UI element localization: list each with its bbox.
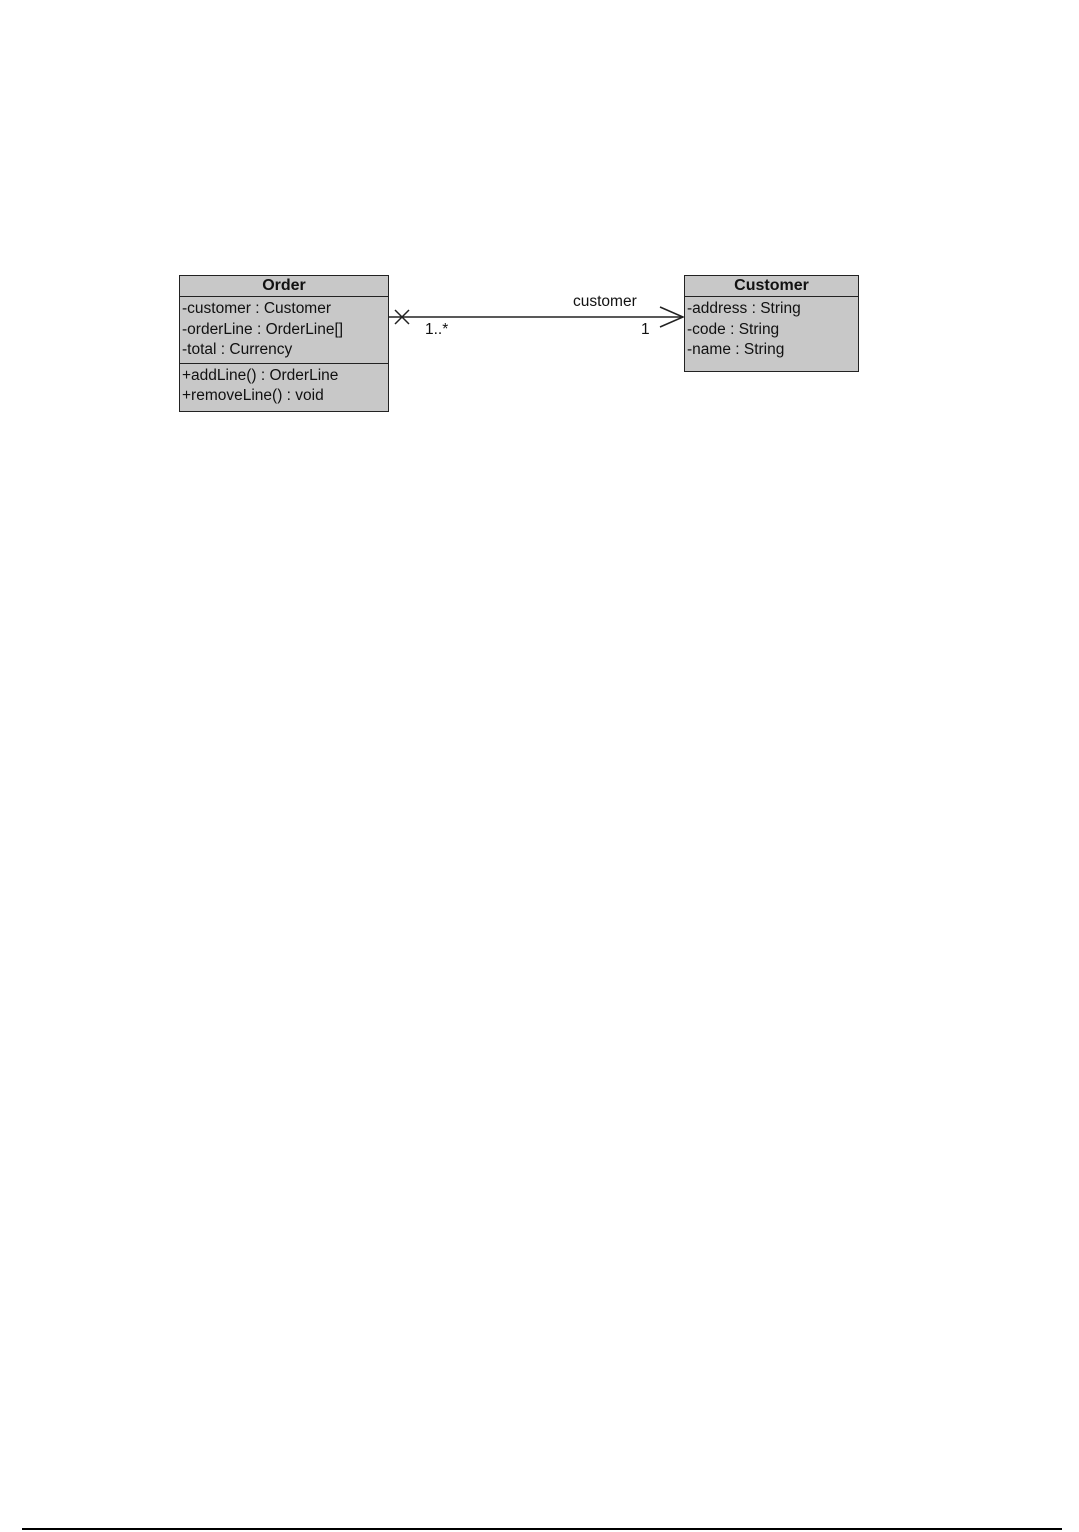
customer-class-box[interactable] xyxy=(684,275,859,372)
attributes-compartment xyxy=(685,297,858,363)
attribute-row: -orderLine : OrderLine[] xyxy=(182,320,344,338)
non-navigable-x-icon xyxy=(395,310,409,324)
class-name: Order xyxy=(180,276,388,297)
open-arrow-head-icon xyxy=(660,307,683,327)
operations-compartment xyxy=(180,364,388,409)
operation-row: +removeLine() : void xyxy=(182,387,324,404)
association-role-label: customer xyxy=(573,293,637,310)
class-name: Customer xyxy=(685,276,858,297)
target-multiplicity-label: 1 xyxy=(641,321,650,338)
operation-row: +addLine() : OrderLine xyxy=(182,366,339,384)
order-class-box[interactable] xyxy=(179,275,389,412)
source-multiplicity-label: 1..* xyxy=(425,321,449,338)
attribute-row: -address : String xyxy=(687,300,801,317)
attribute-row: -code : String xyxy=(687,320,780,338)
attributes-compartment xyxy=(180,297,388,364)
page-bottom-edge xyxy=(22,1528,1062,1530)
attribute-row: -name : String xyxy=(687,341,785,358)
attribute-row: -total : Currency xyxy=(182,341,293,358)
attribute-row: -customer : Customer xyxy=(182,300,332,317)
